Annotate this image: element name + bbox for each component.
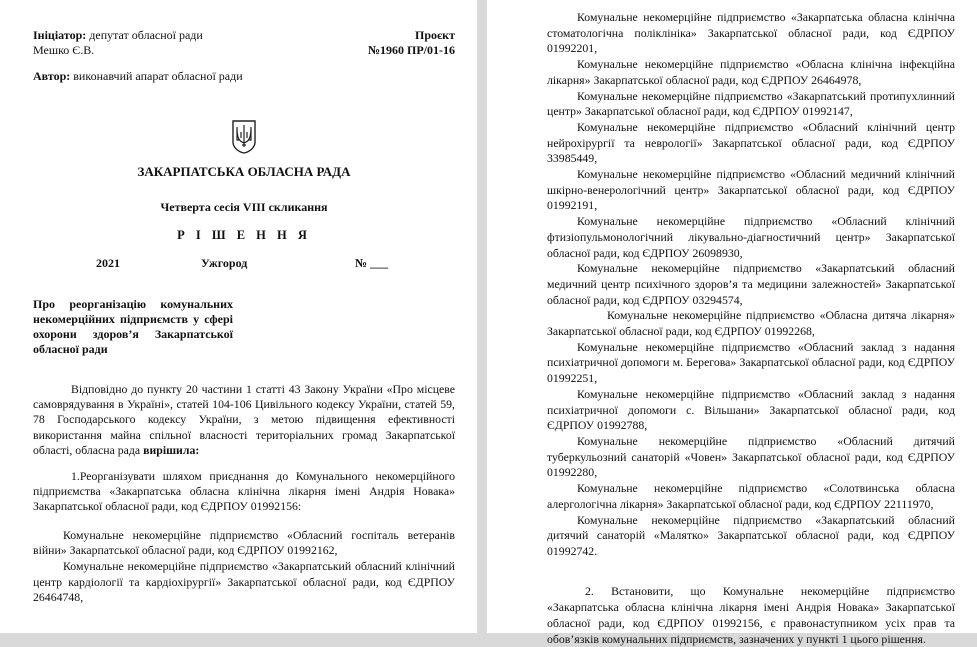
initiator: [33, 28, 203, 43]
entity-paragraph: Комунальне некомерційне підприємство «Закарпатський обласний клінічний центр кардіології та кардіохірургії» Закарпатської обласної ради, код ЄДРПОУ 26464748,: [33, 559, 455, 605]
entity-paragraph: Комунальне некомерційне підприємство «Обласний заклад з надання психіатричної допомоги м. Берегова» Закарпатської обласної ради, код ЄДРПОУ 01992251,: [547, 339, 955, 386]
entity-paragraph: Комунальне некомерційне підприємство «Солотвинська обласна алергологічна лікарня» Закарпатської обласної ради, код ЄДРПОУ 22111970,: [547, 481, 955, 511]
page-left: [0, 0, 477, 633]
decision-number: № ___: [355, 256, 389, 270]
project-number: №1960 ПР/01-16: [367, 43, 455, 57]
entity-paragraph: Комунальне некомерційне підприємство «Обласний медичний клінічний шкірно-венерологічний центр» Закарпатської обласної ради, код ЄДРПОУ 01992191,: [547, 167, 955, 213]
date-row: [33, 256, 455, 272]
page-separator: [477, 0, 487, 633]
author-value: виконавчий апарат обласної ради: [73, 69, 243, 83]
entity-paragraph: Комунальне некомерційне підприємство «Обласний госпіталь ветеранів війни» Закарпатської обласної ради, код ЄДРПОУ 01992162,: [33, 527, 455, 558]
entity-paragraph: Комунальне некомерційне підприємство «Обласний заклад з надання психіатричної допомоги с. Вільшани» Закарпатської обласної ради, код ЄДРПОУ 01992788,: [547, 386, 955, 433]
entity-paragraph: Комунальне некомерційне підприємство «Закарпатський обласний дитячий санаторій «Малятко» Закарпатської обласної ради, код ЄДРПОУ 01992742.: [547, 512, 955, 558]
page-right: [487, 0, 977, 646]
entity-paragraph: Комунальне некомерційне підприємство «Обласний клінічний фтизіопульмонологічний лікувально-діагностичний центр» Закарпатської обласної ради, код ЄДРПОУ 26098930,: [547, 214, 955, 260]
session-title: Четверта сесія VIIІ скликання: [160, 200, 328, 214]
entity-paragraph: Комунальне некомерційне підприємство «Обласна клінічна інфекційна лікарня» Закарпатської обласної ради, код ЄДРПОУ 26464978,: [547, 57, 955, 87]
entity-paragraph: Комунальне некомерційне підприємство «Закарпатський протипухлинний центр» Закарпатської обласної ради, код ЄДРПОУ 01992147,: [547, 88, 955, 119]
header-row-initiator: [33, 28, 455, 43]
author-line: [33, 69, 455, 84]
preamble-text: Відповідно до пункту 20 частини 1 статті 43 Закону України «Про місцеве самоврядування в Україні», статей 104-106 Цивільного кодексу України, статей 59, 78 Господарського кодексу України, з метою підвищення ефективності використання майна спільної власності територіальних громад Закарпатської області, обласна рада: [33, 382, 455, 457]
entity-paragraph: Комунальне некомерційне підприємство «Закарпатська обласна клінічна стоматологічна поліклініка» Закарпатської обласної ради, код ЄДРПОУ 01992201,: [547, 10, 955, 56]
initiator-label: Ініціатор:: [33, 28, 87, 42]
decision-subject: Про реорганізацію комунальних некомерційних підприємств у сфері охорони здоров’я Закарпатської обласної ради: [33, 297, 233, 356]
entity-paragraph: Комунальне некомерційне підприємство «Обласний дитячий туберкульозний санаторій «Човен» Закарпатської обласної ради, код ЄДРПОУ 01992280,: [547, 433, 955, 480]
council-name: ЗАКАРПАТСЬКА ОБЛАСНА РАДА: [137, 164, 351, 179]
decision-year: 2021: [96, 256, 120, 270]
entity-paragraph: Комунальне некомерційне підприємство «Закарпатський обласний медичний центр психічного здоров’я та медицини залежностей» Закарпатської обласної ради, код ЄДРПОУ 03294574,: [547, 261, 955, 307]
preamble-paragraph: [33, 382, 455, 458]
trident-emblem-icon: [231, 120, 257, 154]
entity-paragraph: Комунальне некомерційне підприємство «Обласний клінічний центр нейрохірургії та неврології» Закарпатської обласної ради, код ЄДРПОУ 33985449,: [547, 119, 955, 166]
preamble-resolved: вирішила:: [143, 442, 200, 457]
item-1-paragraph: 1.Реорганізувати шляхом приєднання до Комунального некомерційного підприємства «Закарпатська обласна клінічна лікарня імені Андрія Новака» Закарпатської обласної ради, код ЄДРПОУ 01992156:: [33, 469, 455, 514]
initiator-value: депутат обласної ради: [89, 28, 203, 42]
initiator-name: Мешко Є.В.: [33, 43, 95, 57]
author-label: Автор:: [33, 69, 71, 83]
decision-title: Р І Ш Е Н Н Я: [177, 228, 311, 242]
entity-paragraph: Комунальне некомерційне підприємство «Обласна дитяча лікарня» Закарпатської обласної ради, код ЄДРПОУ 01992268,: [547, 308, 955, 339]
header-row-name: [33, 43, 455, 58]
decision-city: Ужгород: [201, 256, 248, 270]
project-label: Проєкт: [414, 28, 455, 42]
item-2-paragraph: 2. Встановити, що Комунальне некомерційне підприємство «Закарпатська обласна клінічна лікарня імені Андрія Новака» Закарпатської обласної ради, код ЄДРПОУ 01992156, є правонаступником усіх прав та обов’язків комунальних підприємств, зазначених у пункті 1 цього рішення.: [547, 583, 955, 646]
